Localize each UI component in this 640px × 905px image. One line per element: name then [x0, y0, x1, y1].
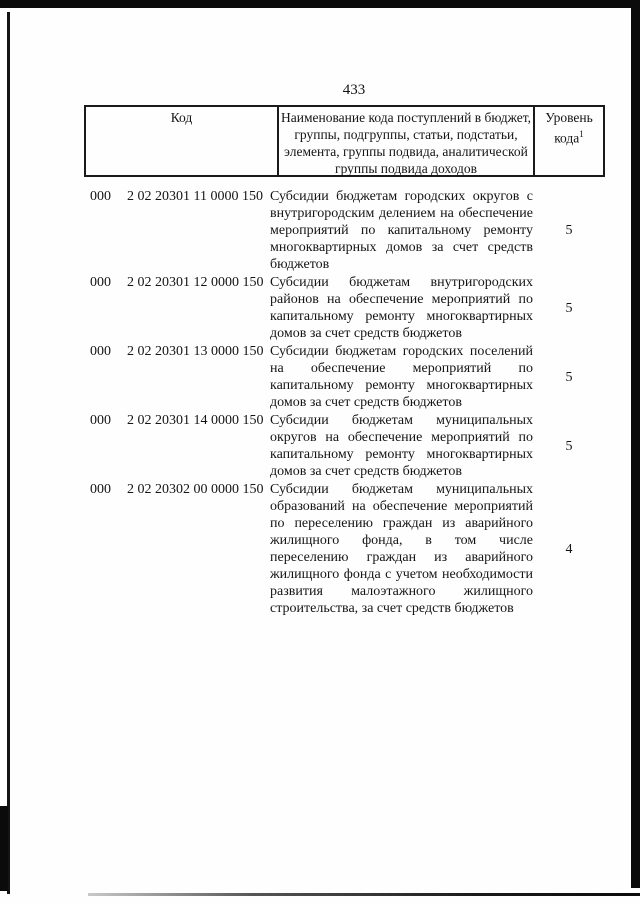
cell-name: Субсидии бюджетам внутригородских районов на обеспечение мероприятий по капитальному ремонту многоквартирных домов за счет средств бюджетов	[270, 275, 533, 341]
scan-edge-bottom	[88, 893, 640, 896]
cell-admin-code: 000	[90, 482, 111, 497]
cell-admin-code: 000	[90, 344, 111, 359]
cell-admin-code: 000	[90, 413, 111, 428]
cell-name: Субсидии бюджетам городских поселений на обеспечение мероприятий по капитальному ремонту многоквартирных домов за счет средств бюджетов	[270, 344, 533, 410]
cell-level: 5	[565, 300, 573, 316]
cell-name: Субсидии бюджетам муниципальных образований на обеспечение мероприятий по переселению граждан из аварийного жилищного фонда, в том числе переселению граждан из аварийного жилищного фонда с учетом необходимости развития малоэтажного жилищного строительства, за счет средств бюджетов	[270, 482, 533, 616]
scan-edge-left-patch	[0, 806, 8, 891]
cell-budget-code: 2 02 20301 13 0000 150	[127, 344, 264, 359]
cell-level: 5	[565, 369, 573, 385]
scan-edge-left	[7, 12, 10, 894]
page-number: 433	[342, 82, 366, 98]
scan-edge-top	[0, 0, 640, 8]
scan-edge-right	[631, 8, 640, 888]
cell-name: Субсидии бюджетам муниципальных округов на обеспечение мероприятий по капитальному ремонту многоквартирных домов за счет средств бюджетов	[270, 413, 533, 479]
table-row	[84, 188, 605, 273]
table-row	[84, 481, 605, 617]
cell-admin-code: 000	[90, 275, 111, 290]
cell-name: Субсидии бюджетам городских округов с внутригородским делением на обеспечение мероприятий по капитальному ремонту многоквартирных домов за счет средств бюджетов	[270, 189, 533, 272]
column-header-code: Код	[86, 107, 279, 175]
cell-admin-code: 000	[90, 189, 111, 204]
cell-level: 5	[565, 223, 573, 238]
column-header-level-line2: кода	[554, 130, 580, 146]
table-row	[84, 343, 605, 411]
table-body	[84, 188, 605, 618]
cell-budget-code: 2 02 20301 11 0000 150	[127, 189, 263, 204]
table-header	[84, 105, 605, 177]
column-header-level-line1: Уровень	[545, 110, 593, 125]
cell-budget-code: 2 02 20301 14 0000 150	[127, 413, 264, 428]
column-header-name: Наименование кода поступлений в бюджет, группы, подгруппы, статьи, подстатьи, элемента, группы подвида, аналитической группы подвида доходов	[279, 107, 535, 175]
cell-budget-code: 2 02 20301 12 0000 150	[127, 275, 264, 290]
cell-level: 4	[565, 541, 573, 557]
cell-budget-code: 2 02 20302 00 0000 150	[127, 482, 264, 497]
table-row	[84, 412, 605, 480]
cell-level: 5	[565, 438, 573, 454]
table-row	[84, 274, 605, 342]
column-header-level	[535, 107, 603, 175]
footnote-marker: 1	[579, 129, 584, 139]
